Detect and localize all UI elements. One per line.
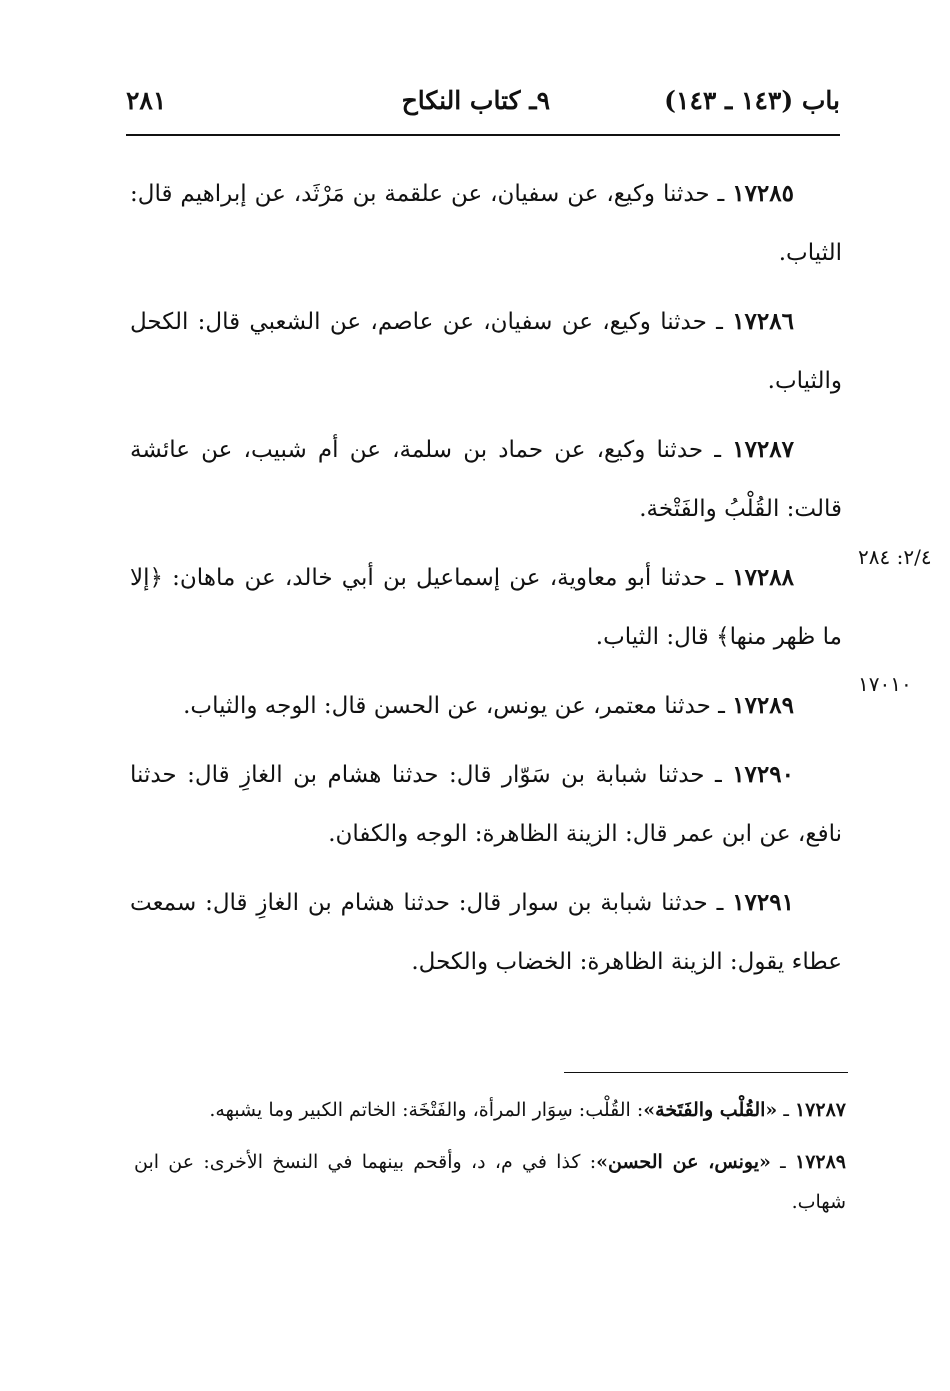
footnotes [134, 1090, 846, 1234]
footnote-number: ١٧٢٨٧ [794, 1099, 846, 1121]
margin-note-ref: ٢/٤: ٢٨٤ [858, 545, 932, 569]
hadith-entry [130, 292, 842, 411]
hadith-entry [130, 745, 842, 864]
hadith-text: حدثنا شبابة بن سوار قال: حدثنا هشام بن الغازِ قال: سمعت عطاء يقول: الزينة الظاهرة: الخضاب والكحل. [130, 890, 842, 975]
hadith-text: حدثنا وكيع، عن حماد بن سلمة، عن أم شبيب، عن عائشة قالت: القُلْبُ والفَتْخة. [130, 437, 842, 522]
hadith-entries [130, 164, 842, 1001]
chapter-range: باب (١٤٣ ـ ١٤٣) [664, 86, 840, 115]
separator: ـ [706, 309, 733, 335]
separator: ـ [704, 762, 733, 788]
separator: ـ [703, 437, 733, 463]
separator: ـ [709, 181, 733, 207]
hadith-entry [130, 676, 842, 736]
hadith-number: ١٧٢٨٧ [732, 436, 794, 463]
margin-note-ref: ١٧٠١٠ [858, 672, 912, 696]
hadith-text: حدثنا شبابة بن سَوّار قال: حدثنا هشام بن الغازِ قال: حدثنا نافع، عن ابن عمر قال: الزينة الظاهرة: الوجه والكفان. [130, 762, 842, 847]
hadith-text: حدثنا وكيع، عن سفيان، عن عاصم، عن الشعبي قال: الكحل والثياب. [130, 309, 842, 394]
page-number: ٢٨١ [126, 86, 167, 115]
hadith-number: ١٧٢٨٨ [732, 564, 794, 591]
separator: ـ [707, 565, 733, 591]
hadith-number: ١٧٢٨٩ [732, 692, 794, 719]
separator: ـ [710, 693, 733, 719]
separator: ـ [777, 1099, 795, 1121]
hadith-number: ١٧٢٩١ [732, 889, 794, 916]
hadith-text: حدثنا وكيع، عن سفيان، عن علقمة بن مَرْثَد، عن إبراهيم قال: الثياب. [130, 181, 842, 266]
hadith-number: ١٧٢٩٠ [732, 761, 794, 788]
hadith-entry [130, 164, 842, 283]
footnote [134, 1090, 846, 1130]
separator: ـ [707, 890, 733, 916]
hadith-text: حدثنا أبو معاوية، عن إسماعيل بن أبي خالد، عن ماهان: ﴿إلا ما ظهر منها﴾ قال: الثياب. [130, 565, 842, 650]
footnote-term: «يونس، عن الحسن» [596, 1151, 771, 1173]
hadith-number: ١٧٢٨٦ [732, 308, 794, 335]
footnote-number: ١٧٢٨٩ [794, 1151, 847, 1173]
footnote [134, 1142, 846, 1222]
footnote-text: : القُلْب: سِوَار المرأة، والفَتْخَة: الخاتم الكبير وما يشبهه. [209, 1099, 644, 1121]
header-rule [126, 134, 840, 136]
footnote-term: «القُلْب والفَتَخة» [643, 1099, 778, 1121]
page-header [126, 86, 840, 122]
hadith-entry [130, 548, 842, 667]
separator: ـ [770, 1151, 795, 1173]
hadith-entry [130, 420, 842, 539]
hadith-entry [130, 873, 842, 992]
footnote-text: : كذا في م، د، وأقحم بينهما في النسخ الأخرى: عن ابن شهاب. [134, 1151, 846, 1213]
hadith-text: حدثنا معتمر، عن يونس، عن الحسن قال: الوجه والثياب. [183, 693, 711, 719]
hadith-number: ١٧٢٨٥ [732, 180, 794, 207]
footnote-rule [564, 1072, 848, 1073]
book-title: ٩ـ كتاب النكاح [401, 86, 550, 115]
